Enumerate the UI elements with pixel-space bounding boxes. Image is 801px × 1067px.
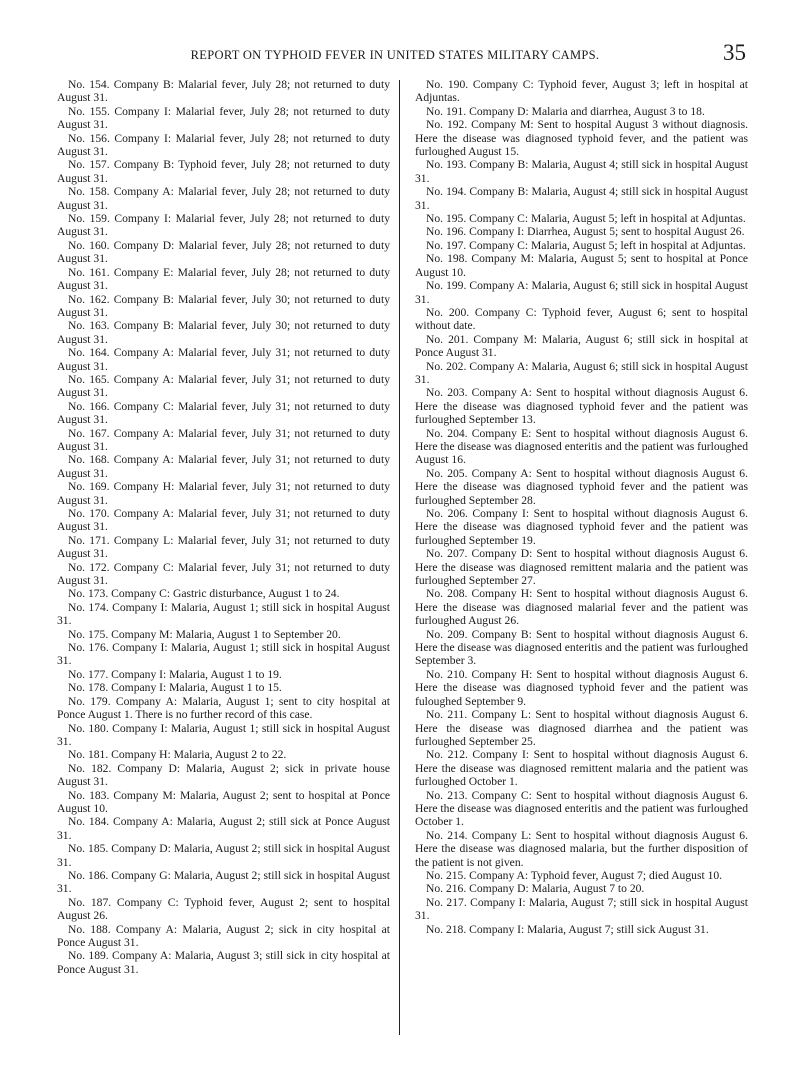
case-entry: No. 211. Company L: Sent to hospital without diagnosis August 6. Here the disease was diagnosed diarrhea and the patient was furloughed September 25. (415, 708, 748, 748)
running-title: REPORT ON TYPHOID FEVER IN UNITED STATES MILITARY CAMPS. (190, 48, 600, 62)
case-entry: No. 193. Company B: Malaria, August 4; still sick in hospital August 31. (415, 158, 748, 185)
case-entry: No. 158. Company A: Malarial fever, July 28; not returned to duty August 31. (57, 185, 390, 212)
case-entry: No. 215. Company A: Typhoid fever, August 7; died August 10. (426, 868, 723, 882)
case-entry: No. 161. Company E: Malarial fever, July 28; not returned to duty August 31. (57, 265, 390, 293)
case-entry: No. 194. Company B: Malaria, August 4; still sick in hospital August 31. (415, 185, 748, 212)
case-entry: No. 174. Company I: Malaria, August 1; still sick in hospital August 31. (57, 600, 390, 628)
case-entry: No. 190. Company C: Typhoid fever, August 3; left in hospital at Adjuntas. (415, 78, 748, 105)
case-entry: No. 188. Company A: Malaria, August 2; sick in city hospital at Ponce August 31. (57, 922, 390, 949)
case-entry: No. 208. Company H: Sent to hospital without diagnosis August 6. Here the disease was diagnosed malarial fever and the patient was furloughed August 26. (415, 587, 748, 628)
case-entry: No. 204. Company E: Sent to hospital without diagnosis August 6. Here the disease was diagnosed enteritis and the patient was furloughed August 16. (415, 426, 748, 467)
case-entry: No. 156. Company I: Malarial fever, July 28; not returned to duty August 31. (57, 131, 390, 159)
case-entry: No. 216. Company D: Malaria, August 7 to 20. (426, 882, 645, 896)
case-entry: No. 209. Company B: Sent to hospital without diagnosis August 6. Here the disease was diagnosed enteritis and the patient was furloughed September 3. (415, 627, 748, 668)
case-entry: No. 181. Company H: Malaria, August 2 to 22. (68, 748, 287, 762)
case-entry: No. 179. Company A: Malaria, August 1; sent to city hospital at Ponce August 1. There is no further record of this case. (57, 694, 390, 722)
case-entry: No. 168. Company A: Malarial fever, July 31; not returned to duty August 31. (57, 453, 390, 480)
case-entry: No. 210. Company H: Sent to hospital without diagnosis August 6. Here the disease was diagnosed typhoid fever and the patient was fuloughed September 9. (415, 667, 748, 708)
case-entry: No. 166. Company C: Malarial fever, July 31; not returned to duty August 31. (57, 399, 390, 427)
case-entry: No. 196. Company I: Diarrhea, August 5; sent to hospital August 26. (426, 225, 745, 239)
case-entry: No. 186. Company G: Malaria, August 2; still sick in hospital August 31. (57, 868, 390, 896)
case-entry: No. 195. Company C: Malaria, August 5; left in hospital at Adjuntas. (426, 212, 746, 226)
case-entry: No. 172. Company C: Malarial fever, July 31; not returned to duty August 31. (57, 560, 390, 588)
case-entry: No. 170. Company A: Malarial fever, July 31; not returned to duty August 31. (57, 507, 390, 534)
case-entry: No. 154. Company B: Malarial fever, July 28; not returned to duty August 31. (57, 78, 390, 105)
case-entry: No. 164. Company A: Malarial fever, July 31; not returned to duty August 31. (57, 346, 390, 373)
case-entry: No. 198. Company M: Malaria, August 5; sent to hospital at Ponce August 10. (415, 252, 748, 279)
case-entry: No. 159. Company I: Malarial fever, July 28; not returned to duty August 31. (57, 212, 390, 239)
case-entry: No. 189. Company A: Malaria, August 3; still sick in city hospital at Ponce August 31. (57, 949, 390, 976)
case-entry: No. 169. Company H: Malarial fever, July 31; not returned to duty August 31. (57, 480, 390, 507)
case-entry: No. 199. Company A: Malaria, August 6; still sick in hospital August 31. (415, 279, 748, 306)
case-entry: No. 184. Company A: Malaria, August 2; still sick at Ponce August 31. (57, 815, 390, 842)
case-entry: No. 192. Company M: Sent to hospital August 3 without diagnosis. Here the disease was diagnosed typhoid fever, and the patient was furloughed August 15. (415, 118, 748, 159)
case-entry: No. 157. Company B: Typhoid fever, July 28; not returned to duty August 31. (57, 158, 390, 185)
case-entry: No. 201. Company M: Malaria, August 6; still sick in hospital at Ponce August 31. (415, 332, 748, 360)
case-entry: No. 187. Company C: Typhoid fever, August 2; sent to hospital August 26. (57, 895, 390, 923)
case-entry: No. 178. Company I: Malaria, August 1 to 15. (68, 681, 282, 695)
left-column (57, 78, 390, 976)
case-entry: No. 171. Company L: Malarial fever, July 31; not returned to duty August 31. (57, 533, 390, 561)
case-entry: No. 155. Company I: Malarial fever, July 28; not returned to duty August 31. (57, 104, 390, 132)
case-entry: No. 177. Company I: Malaria, August 1 to 19. (68, 667, 282, 681)
case-entry: No. 213. Company C: Sent to hospital without diagnosis August 6. Here the disease was diagnosed enteritis and the patient was furloughed October 1. (415, 788, 748, 829)
case-entry: No. 197. Company C: Malaria, August 5; left in hospital at Adjuntas. (426, 238, 746, 252)
case-entry: No. 200. Company C: Typhoid fever, August 6; sent to hospital without date. (415, 305, 748, 333)
column-divider (399, 80, 400, 1035)
case-entry: No. 163. Company B: Malarial fever, July 30; not returned to duty August 31. (57, 319, 390, 346)
case-entry: No. 212. Company I: Sent to hospital without diagnosis August 6. Here the disease was diagnosed remittent malaria and the patient was furloughed October 1. (415, 748, 748, 789)
page-number: 35 (723, 40, 746, 65)
case-entry: No. 165. Company A: Malarial fever, July 31; not returned to duty August 31. (57, 372, 390, 400)
case-entry: No. 180. Company I: Malaria, August 1; still sick in hospital August 31. (57, 721, 390, 748)
case-entry: No. 203. Company A: Sent to hospital without diagnosis August 6. Here the disease was diagnosed typhoid fever and the patient was furloughed September 13. (415, 386, 748, 427)
case-entry: No. 205. Company A: Sent to hospital without diagnosis August 6. Here the disease was diagnosed typhoid fever and the patient was furloughed September 28. (415, 466, 748, 507)
case-entry: No. 191. Company D: Malaria and diarrhea, August 3 to 18. (426, 104, 705, 118)
page-header (60, 40, 746, 70)
case-entry: No. 176. Company I: Malaria, August 1; still sick in hospital August 31. (57, 641, 390, 668)
case-entry: No. 167. Company A: Malarial fever, July 31; not returned to duty August 31. (57, 426, 390, 453)
case-entry: No. 175. Company M: Malaria, August 1 to September 20. (68, 627, 341, 641)
case-entry: No. 183. Company M: Malaria, August 2; sent to hospital at Ponce August 10. (57, 788, 390, 815)
case-entry: No. 218. Company I: Malaria, August 7; still sick August 31. (426, 922, 709, 936)
case-entry: No. 202. Company A: Malaria, August 6; still sick in hospital August 31. (415, 359, 748, 386)
case-entry: No. 173. Company C: Gastric disturbance, August 1 to 24. (68, 587, 340, 601)
case-entry: No. 162. Company B: Malarial fever, July 30; not returned to duty August 31. (57, 292, 390, 319)
case-entry: No. 217. Company I: Malaria, August 7; still sick in hospital August 31. (415, 895, 748, 923)
case-entry: No. 207. Company D: Sent to hospital without diagnosis August 6. Here the disease was diagnosed remittent malaria and the patient was furloughed September 27. (415, 547, 748, 588)
case-entry: No. 214. Company L: Sent to hospital without diagnosis August 6. Here the disease was diagnosed malaria, but the further disposition of the patient is not given. (415, 828, 748, 869)
right-column (415, 78, 748, 936)
case-entry: No. 206. Company I: Sent to hospital without diagnosis August 6. Here the disease was diagnosed typhoid fever and the patient was furloughed September 19. (415, 507, 748, 547)
case-entry: No. 182. Company D: Malaria, August 2; sick in private house August 31. (57, 761, 390, 789)
case-entry: No. 185. Company D: Malaria, August 2; still sick in hospital August 31. (57, 842, 390, 869)
case-entry: No. 160. Company D: Malarial fever, July 28; not returned to duty August 31. (57, 238, 390, 266)
